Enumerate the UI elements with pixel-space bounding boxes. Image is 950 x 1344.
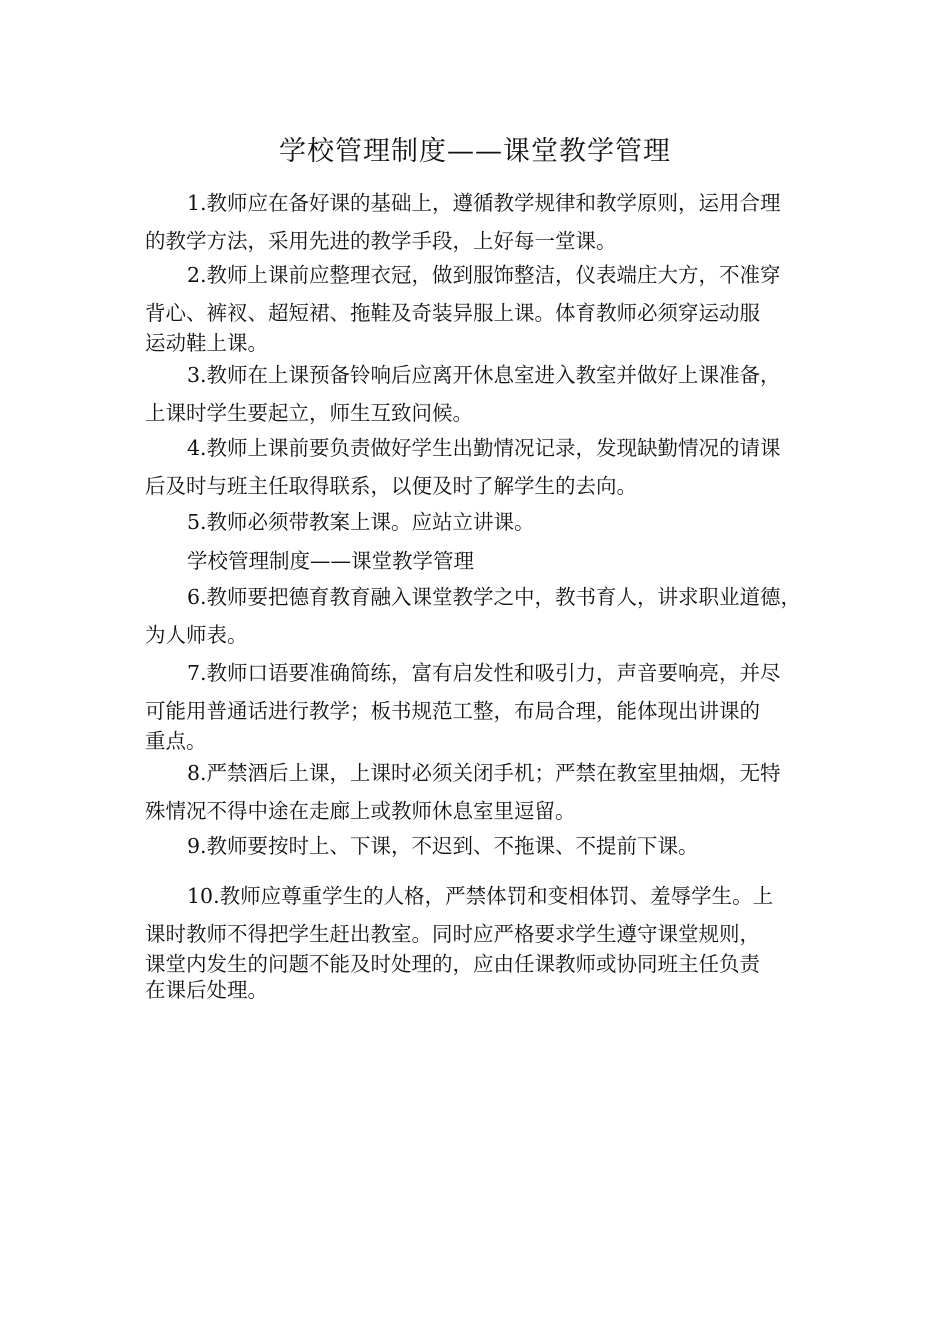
paragraph-line: 背心、裤衩、超短裙、拖鞋及奇装异服上课。体育教师必须穿运动服 [145, 301, 760, 325]
paragraph-3 [145, 358, 813, 430]
paragraph-line: 为人师表。 [145, 623, 248, 647]
paragraph-line: 后及时与班主任取得联系，以便及时了解学生的去向。 [145, 474, 637, 498]
document-title: 学校管理制度——课堂教学管理 [279, 136, 671, 167]
paragraph-line: 1.教师应在备好课的基础上，遵循教学规律和教学原则，运用合理 [187, 191, 781, 215]
paragraph-1 [145, 186, 813, 258]
paragraph-line: 4.教师上课前要负责做好学生出勤情况记录，发现缺勤情况的请课 [187, 436, 781, 460]
paragraph-9 [145, 829, 813, 863]
paragraph-line: 课堂内发生的问题不能及时处理的，应由任课教师或协同班主任负责 [145, 952, 760, 976]
paragraph-line: 上课时学生要起立，师生互致问候。 [145, 401, 473, 425]
paragraph-10 [145, 879, 813, 1003]
paragraph-line: 5.教师必须带教案上课。应站立讲课。 [187, 510, 535, 534]
paragraph-line: 10.教师应尊重学生的人格，严禁体罚和变相体罚、羞辱学生。上 [187, 884, 774, 908]
paragraph-8 [145, 756, 813, 828]
paragraph-line: 7.教师口语要准确简练，富有启发性和吸引力，声音要响亮，并尽 [187, 661, 781, 685]
paragraph-6 [145, 580, 813, 652]
paragraph-7 [145, 656, 813, 754]
paragraph-line: 殊情况不得中途在走廊上或教师休息室里逗留。 [145, 799, 576, 823]
repeated-heading: 学校管理制度——课堂教学管理 [187, 549, 474, 573]
paragraph-line: 9.教师要按时上、下课，不迟到、不拖课、不提前下课。 [187, 834, 699, 858]
paragraph-line: 课时教师不得把学生赶出教室。同时应严格要求学生遵守课堂规则， [145, 922, 760, 946]
paragraph-line: 3.教师在上课预备铃响后应离开休息室进入教室并做好上课准备， [187, 363, 781, 387]
paragraph-line: 6.教师要把德育教育融入课堂教学之中，教书育人，讲求职业道德， [187, 585, 802, 609]
paragraph-line: 在课后处理。 [145, 978, 268, 1002]
paragraph-line: 8.严禁酒后上课，上课时必须关闭手机；严禁在教室里抽烟，无特 [187, 761, 781, 785]
paragraph-2 [145, 258, 813, 356]
paragraph-5 [145, 505, 813, 539]
paragraph-line: 重点。 [145, 729, 207, 753]
paragraph-line: 运动鞋上课。 [145, 331, 268, 355]
paragraph-line: 可能用普通话进行教学；板书规范工整，布局合理，能体现出讲课的 [145, 699, 760, 723]
paragraph-4 [145, 431, 813, 503]
paragraph-line: 2.教师上课前应整理衣冠，做到服饰整洁，仪表端庄大方，不准穿 [187, 263, 781, 287]
paragraph-line: 的教学方法，采用先进的教学手段，上好每一堂课。 [145, 229, 617, 253]
